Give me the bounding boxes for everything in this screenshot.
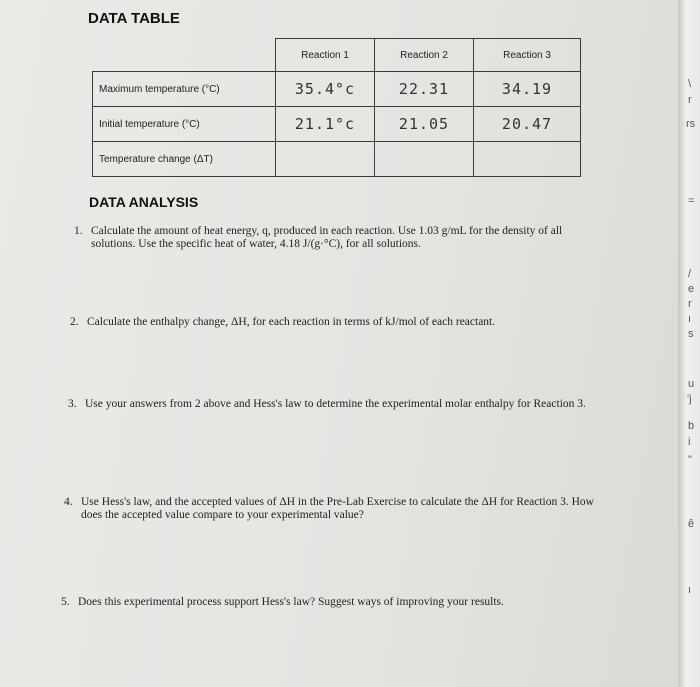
empty-cell xyxy=(375,142,474,177)
edge-fragment: = xyxy=(688,195,695,207)
edge-fragment: / xyxy=(688,268,692,280)
question-text: Calculate the amount of heat energy, q, produced in each reaction. Use 1.03 g/mL for the density of all solutions. Use the specific heat of water, 4.18 J/(g·°C), for all solutions. xyxy=(91,225,563,250)
edge-fragment: u xyxy=(688,378,695,390)
question-number: 3. xyxy=(68,398,77,410)
question-number: 5. xyxy=(61,596,70,608)
column-header: Reaction 3 xyxy=(474,39,581,72)
edge-fragment: \ xyxy=(688,78,692,90)
facing-page-edge xyxy=(678,0,700,687)
row-label: Initial temperature (°C) xyxy=(93,107,276,142)
handwritten-value: 22.31 xyxy=(375,72,474,107)
edge-fragment: s xyxy=(688,328,694,340)
edge-fragment: rs xyxy=(686,118,696,130)
edge-fragment: " xyxy=(688,454,692,466)
handwritten-value: 21.05 xyxy=(375,107,474,142)
edge-fragment: r xyxy=(688,298,692,310)
question-number: 1. xyxy=(74,225,83,237)
table-row xyxy=(93,72,581,107)
table-row xyxy=(93,107,581,142)
data-table-title: DATA TABLE xyxy=(88,10,180,27)
column-header: Reaction 2 xyxy=(375,39,474,72)
table-header-row xyxy=(93,39,581,72)
header-corner xyxy=(93,39,276,72)
data-table xyxy=(92,38,581,177)
empty-cell xyxy=(276,142,375,177)
row-label: Temperature change (ΔT) xyxy=(93,142,276,177)
handwritten-value: 20.47 xyxy=(474,107,581,142)
edge-fragment: ê xyxy=(688,518,695,530)
handwritten-value: 34.19 xyxy=(474,72,581,107)
question-number: 2. xyxy=(70,316,79,328)
table-row xyxy=(93,142,581,177)
edge-fragment: e xyxy=(688,283,695,295)
edge-fragment: 'j xyxy=(687,393,692,405)
edge-fragment: i xyxy=(688,436,691,448)
edge-fragment: b xyxy=(688,420,695,432)
row-label: Maximum temperature (°C) xyxy=(93,72,276,107)
handwritten-value: 35.4°c xyxy=(276,72,375,107)
question-text: Calculate the enthalpy change, ΔH, for each reaction in terms of kJ/mol of each reactant. xyxy=(87,316,496,328)
question-number: 4. xyxy=(64,496,73,508)
question-text: Use your answers from 2 above and Hess's law to determine the experimental molar enthalpy for Reaction 3. xyxy=(85,398,586,410)
question-text: Does this experimental process support Hess's law? Suggest ways of improving your results. xyxy=(78,596,504,608)
edge-fragment: ı xyxy=(688,313,692,325)
data-analysis-title: DATA ANALYSIS xyxy=(89,194,199,210)
empty-cell xyxy=(474,142,581,177)
edge-fragment: ı xyxy=(688,584,692,596)
column-header: Reaction 1 xyxy=(276,39,375,72)
edge-fragment: r xyxy=(688,94,692,106)
handwritten-value: 21.1°c xyxy=(276,107,375,142)
question-text: Use Hess's law, and the accepted values of ΔH in the Pre-Lab Exercise to calculate the ΔH for Reaction 3. How does the accepted value compare to your experimental value? xyxy=(81,496,594,521)
